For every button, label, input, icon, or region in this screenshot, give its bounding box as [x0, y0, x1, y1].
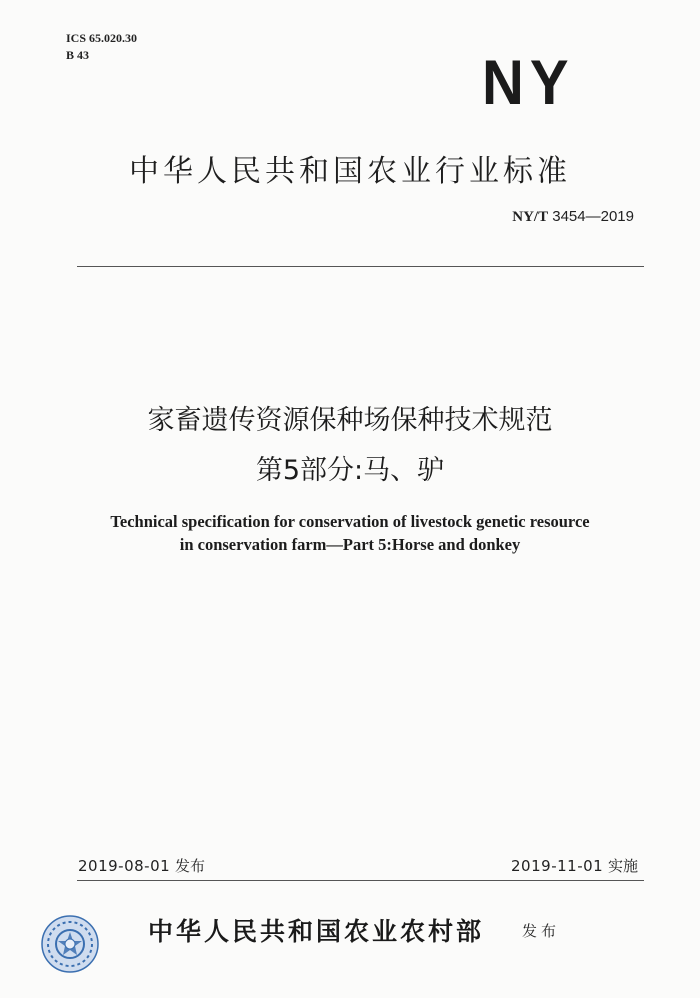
title-chinese-line2: 第5部分:马、驴 [255, 455, 445, 486]
release-date-value: 2019-08-01 [78, 857, 171, 875]
bottom-divider [77, 880, 644, 881]
ics-code: ICS 65.020.30 [66, 31, 138, 45]
ny-logo: NY [482, 47, 575, 118]
effective-date-value: 2019-11-01 [511, 857, 604, 875]
classification-codes [66, 30, 137, 64]
standard-number-value: 3454—2019 [552, 208, 634, 225]
ccs-code: B 43 [66, 48, 90, 62]
release-date-label: 发布 [174, 857, 205, 875]
issue-label: 发布 [522, 922, 561, 940]
effective-date-label: 实施 [607, 857, 638, 875]
title-english-line1: Technical specification for conservation of livestock genetic resource [110, 512, 590, 531]
standard-number [512, 208, 634, 226]
issuing-authority: 中华人民共和国农业农村部 [148, 917, 485, 946]
standard-number-prefix: NY/T [512, 209, 549, 225]
top-divider [77, 266, 644, 267]
title-english-line2: in conservation farm—Part 5:Horse and donkey [179, 535, 521, 554]
ministry-emblem-icon [40, 914, 100, 974]
standard-classification: 中华人民共和国农业行业标准 [129, 154, 571, 189]
release-date [78, 855, 205, 876]
effective-date [511, 855, 638, 876]
title-chinese-line1: 家畜遗传资源保种场保种技术规范 [147, 405, 553, 436]
